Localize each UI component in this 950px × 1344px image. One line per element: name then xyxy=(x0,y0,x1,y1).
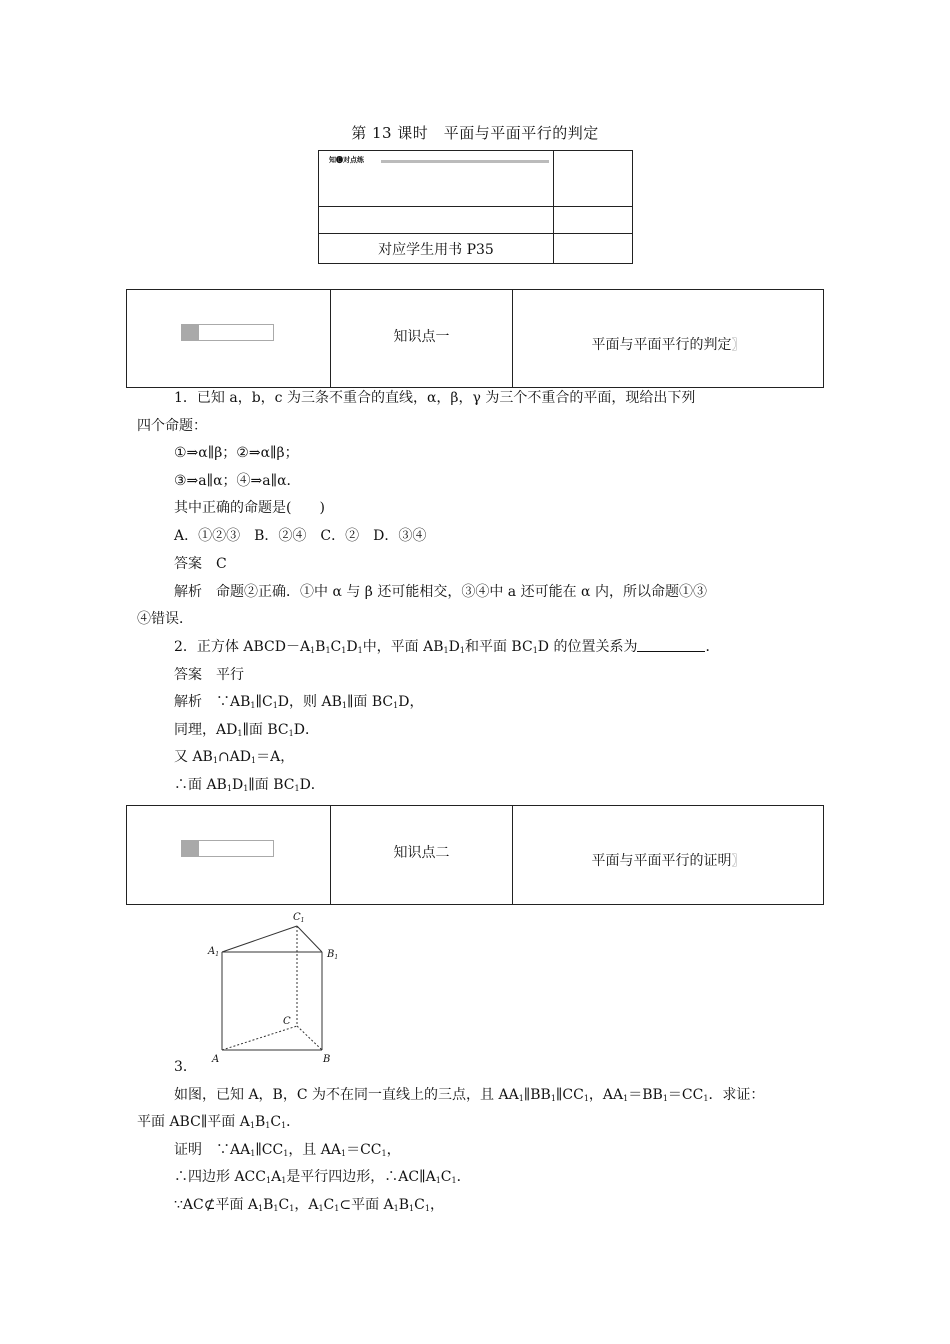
section-label: 知识点二 xyxy=(331,806,513,905)
q1-analysis-line2: ④错误． xyxy=(137,611,193,627)
edge-ac xyxy=(222,1026,297,1050)
header-empty-cell xyxy=(554,151,633,207)
section-icon xyxy=(127,806,331,905)
label-c1: $C_1$ xyxy=(293,912,305,924)
header-empty-cell xyxy=(554,234,633,264)
edge-cb xyxy=(297,1026,322,1050)
logo-bar xyxy=(381,160,549,163)
book-reference: 对应学生用书 P35 xyxy=(319,234,554,264)
q2-answer: 答案 平行 xyxy=(174,667,244,683)
q2-text: 2．正方体 $ABCD-A_1B_1C_1D_1$中，平面 $AB_1D_1$和平面 $BC_1D$ 的位置关系为 ． xyxy=(174,639,720,655)
q1-text-line1: 1．已知 a，b，c 为三条不重合的直线，α，β，γ 为三个不重合的平面，现给出下列 xyxy=(174,390,696,406)
q1-ask: 其中正确的命题是( ) xyxy=(174,500,325,516)
q1-props-line1: ①⇒α∥β；②⇒α∥β； xyxy=(174,445,299,461)
label-b: B xyxy=(323,1054,331,1065)
answer-blank xyxy=(637,639,705,652)
q3-proof-line1: 证明 $\because AA_1\parallel CC_1$，且 $AA_1=CC_1$， xyxy=(174,1142,401,1158)
q1-analysis-line1: 解析 命题②正确．①中 α 与 β 还可能相交，③④中 a 还可能在 α 内，所以命题①③ xyxy=(174,584,707,600)
q2-analysis-line2: 同理，$AD_1\parallel$面 $BC_1D$． xyxy=(174,722,319,738)
edge-c1b1 xyxy=(297,926,322,952)
q3-number: 3． xyxy=(174,1059,197,1075)
q2-analysis-line1: 解析 $\because AB_1\parallel C_1D$，则 $AB_1\parallel$面 $BC_1D$， xyxy=(174,694,424,710)
label-a1: $A_1$ xyxy=(208,946,220,958)
label-a: A xyxy=(212,1054,220,1065)
section-header-2 xyxy=(126,805,824,905)
q3-text-line1: 如图，已知 A，B，C 为不在同一直线上的三点，且 $AA_1\parallel BB_1\parallel CC_1$，$AA_1=BB_1=CC_1$．求证： xyxy=(174,1087,765,1103)
q1-text-line2: 四个命题： xyxy=(137,418,207,434)
q2-analysis-line3: 又 $AB_1\cap AD_1=A$， xyxy=(174,749,295,765)
label-c: C xyxy=(283,1016,291,1027)
q3-text-line2: 平面 ABC∥平面 $A_1B_1C_1$． xyxy=(137,1114,301,1130)
section-label: 知识点一 xyxy=(331,290,513,388)
q3-proof-line3: ∵AC⊄平面 $A_1B_1C_1$，$A_1C_1\subset$平面 $A_1B_1C_1$， xyxy=(174,1197,444,1213)
q3-proof-line2: ∴四边形 $ACC_1A_1$是平行四边形，$\therefore AC\parallel A_1C_1$． xyxy=(174,1169,471,1185)
section-title: 平面与平面平行的证明〗 xyxy=(513,806,824,905)
header-empty-cell xyxy=(319,207,554,234)
section-header-1 xyxy=(126,289,824,388)
q1-options: A．①②③ B．②④ C．② D．③④ xyxy=(174,528,427,544)
q1-props-line2: ③⇒a∥α；④⇒a∥α． xyxy=(174,473,301,489)
prism-figure xyxy=(200,908,350,1068)
header-table xyxy=(318,150,633,264)
section-title: 平面与平面平行的判定〗 xyxy=(513,290,824,388)
q2-analysis-line4: ∴面 $AB_1D_1\parallel$面 $BC_1D$． xyxy=(174,777,325,793)
edge-a1c1 xyxy=(222,926,297,952)
logo-cell xyxy=(319,151,554,207)
q1-answer: 答案 C xyxy=(174,556,227,572)
section-icon xyxy=(127,290,331,388)
header-empty-cell xyxy=(554,207,633,234)
logo-text: 知🅔对点练 xyxy=(329,156,364,164)
page-title: 第 13 课时 平面与平面平行的判定 xyxy=(351,124,599,142)
label-b1: $B_1$ xyxy=(327,949,339,961)
